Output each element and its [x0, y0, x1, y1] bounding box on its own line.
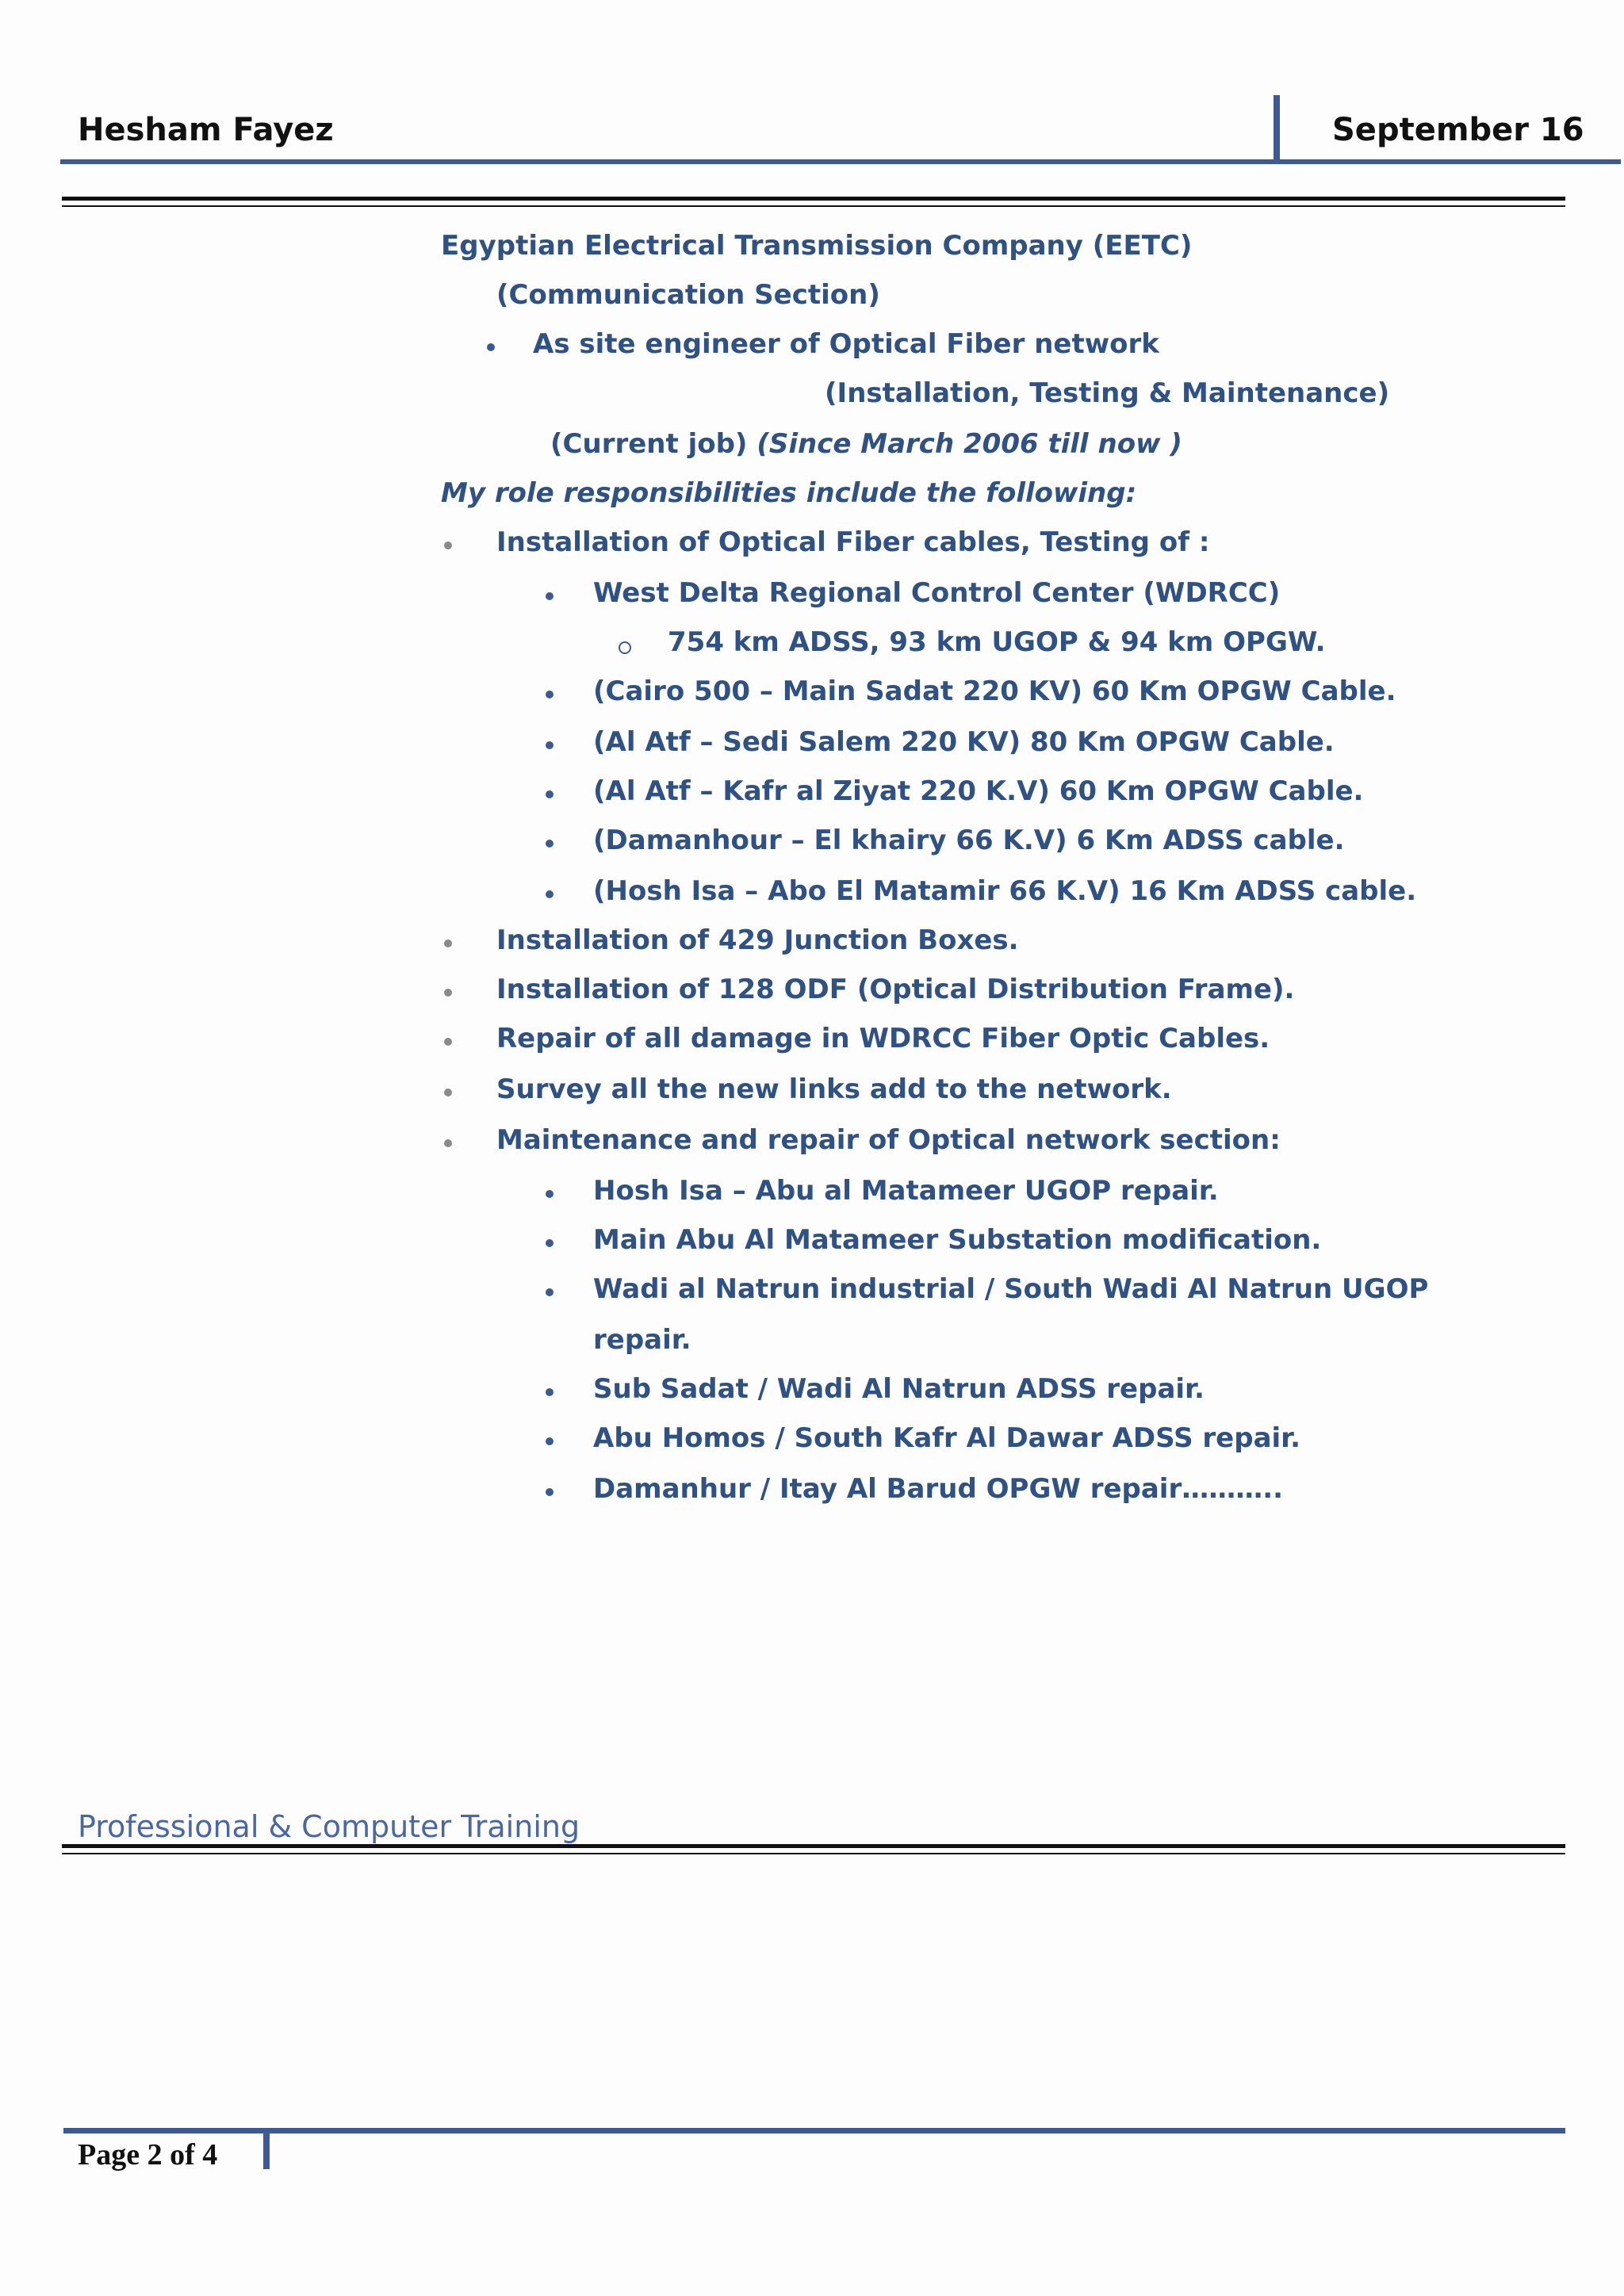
current-job-label: (Current job) [550, 428, 748, 460]
training-heading: Professional & Computer Training [78, 1809, 580, 1844]
bullet-icon [546, 1190, 553, 1198]
bullet-icon [546, 1388, 553, 1396]
list-item: (Al Atf – Kafr al Ziyat 220 K.V) 60 Km OPGW Cable. [593, 775, 1364, 807]
bullet-icon [546, 691, 553, 698]
current-job-line [550, 424, 1182, 464]
bullet-icon [546, 790, 553, 798]
bullet-icon [444, 1089, 452, 1096]
list-item: Sub Sadat / Wadi Al Natrun ADSS repair. [593, 1373, 1205, 1405]
list-item: (Cairo 500 – Main Sadat 220 KV) 60 Km OPGW Cable. [593, 675, 1396, 707]
list-item: Installation of 128 ODF (Optical Distribution Frame). [496, 974, 1295, 1005]
bullet-icon [487, 343, 495, 351]
company-name: Egyptian Electrical Transmission Company (EETC) [441, 230, 1193, 262]
list-item: (Al Atf – Sedi Salem 220 KV) 80 Km OPGW Cable. [593, 726, 1335, 758]
list-item: Main Abu Al Matameer Substation modification. [593, 1224, 1322, 1256]
responsibilities-heading: My role responsibilities include the following: [441, 477, 1137, 509]
role-title: As site engineer of Optical Fiber network [533, 328, 1159, 360]
footer-vertical-divider [263, 2133, 270, 2169]
list-item: Installation of Optical Fiber cables, Testing of : [496, 526, 1210, 558]
bullet-icon [546, 840, 553, 848]
list-item: (Hosh Isa – Abo El Matamir 66 K.V) 16 Km ADSS cable. [593, 875, 1417, 907]
header-underline [60, 159, 1621, 164]
header-rule-thick [62, 197, 1565, 201]
bullet-icon [444, 989, 452, 997]
circle-bullet-icon [619, 641, 631, 654]
bullet-icon [546, 890, 553, 898]
bullet-icon [546, 1288, 553, 1296]
list-item: Survey all the new links add to the network. [496, 1073, 1172, 1105]
list-item: Wadi al Natrun industrial / South Wadi Al Natrun UGOP [593, 1273, 1429, 1305]
list-item: Damanhur / Itay Al Barud OPGW repair……….. [593, 1473, 1284, 1505]
role-scope: (Installation, Testing & Maintenance) [825, 377, 1390, 409]
header-rule-thin [62, 205, 1565, 207]
list-item: Installation of 429 Junction Boxes. [496, 924, 1019, 956]
bullet-icon [444, 939, 452, 947]
header-name: Hesham Fayez [78, 112, 334, 148]
list-item: Repair of all damage in WDRCC Fiber Optic Cables. [496, 1023, 1270, 1054]
company-section: (Communication Section) [496, 279, 880, 311]
bullet-icon [546, 592, 553, 600]
footer-rule [63, 2128, 1565, 2133]
training-rule-thin [62, 1853, 1565, 1854]
list-item: West Delta Regional Control Center (WDRCC) [593, 577, 1281, 609]
list-item: Abu Homos / South Kafr Al Dawar ADSS repair. [593, 1422, 1301, 1454]
bullet-icon [546, 1437, 553, 1445]
bullet-icon [546, 1488, 553, 1496]
bullet-icon [546, 741, 553, 749]
bullet-icon [444, 541, 452, 549]
list-item: Maintenance and repair of Optical network section: [496, 1124, 1281, 1156]
header-date: September 16 [1332, 112, 1584, 148]
bullet-icon [546, 1239, 553, 1247]
bullet-icon [444, 1139, 452, 1147]
page-number: Page 2 of 4 [78, 2138, 218, 2172]
training-rule-thick [62, 1844, 1565, 1848]
list-item: (Damanhour – El khairy 66 K.V) 6 Km ADSS cable. [593, 825, 1345, 856]
list-item: 754 km ADSS, 93 km UGOP & 94 km OPGW. [668, 626, 1326, 658]
header-vertical-divider [1274, 95, 1280, 163]
list-item-continuation: repair. [593, 1324, 691, 1356]
bullet-icon [444, 1038, 452, 1046]
list-item: Hosh Isa – Abu al Matameer UGOP repair. [593, 1175, 1219, 1207]
job-period: (Since March 2006 till now ) [756, 428, 1182, 460]
